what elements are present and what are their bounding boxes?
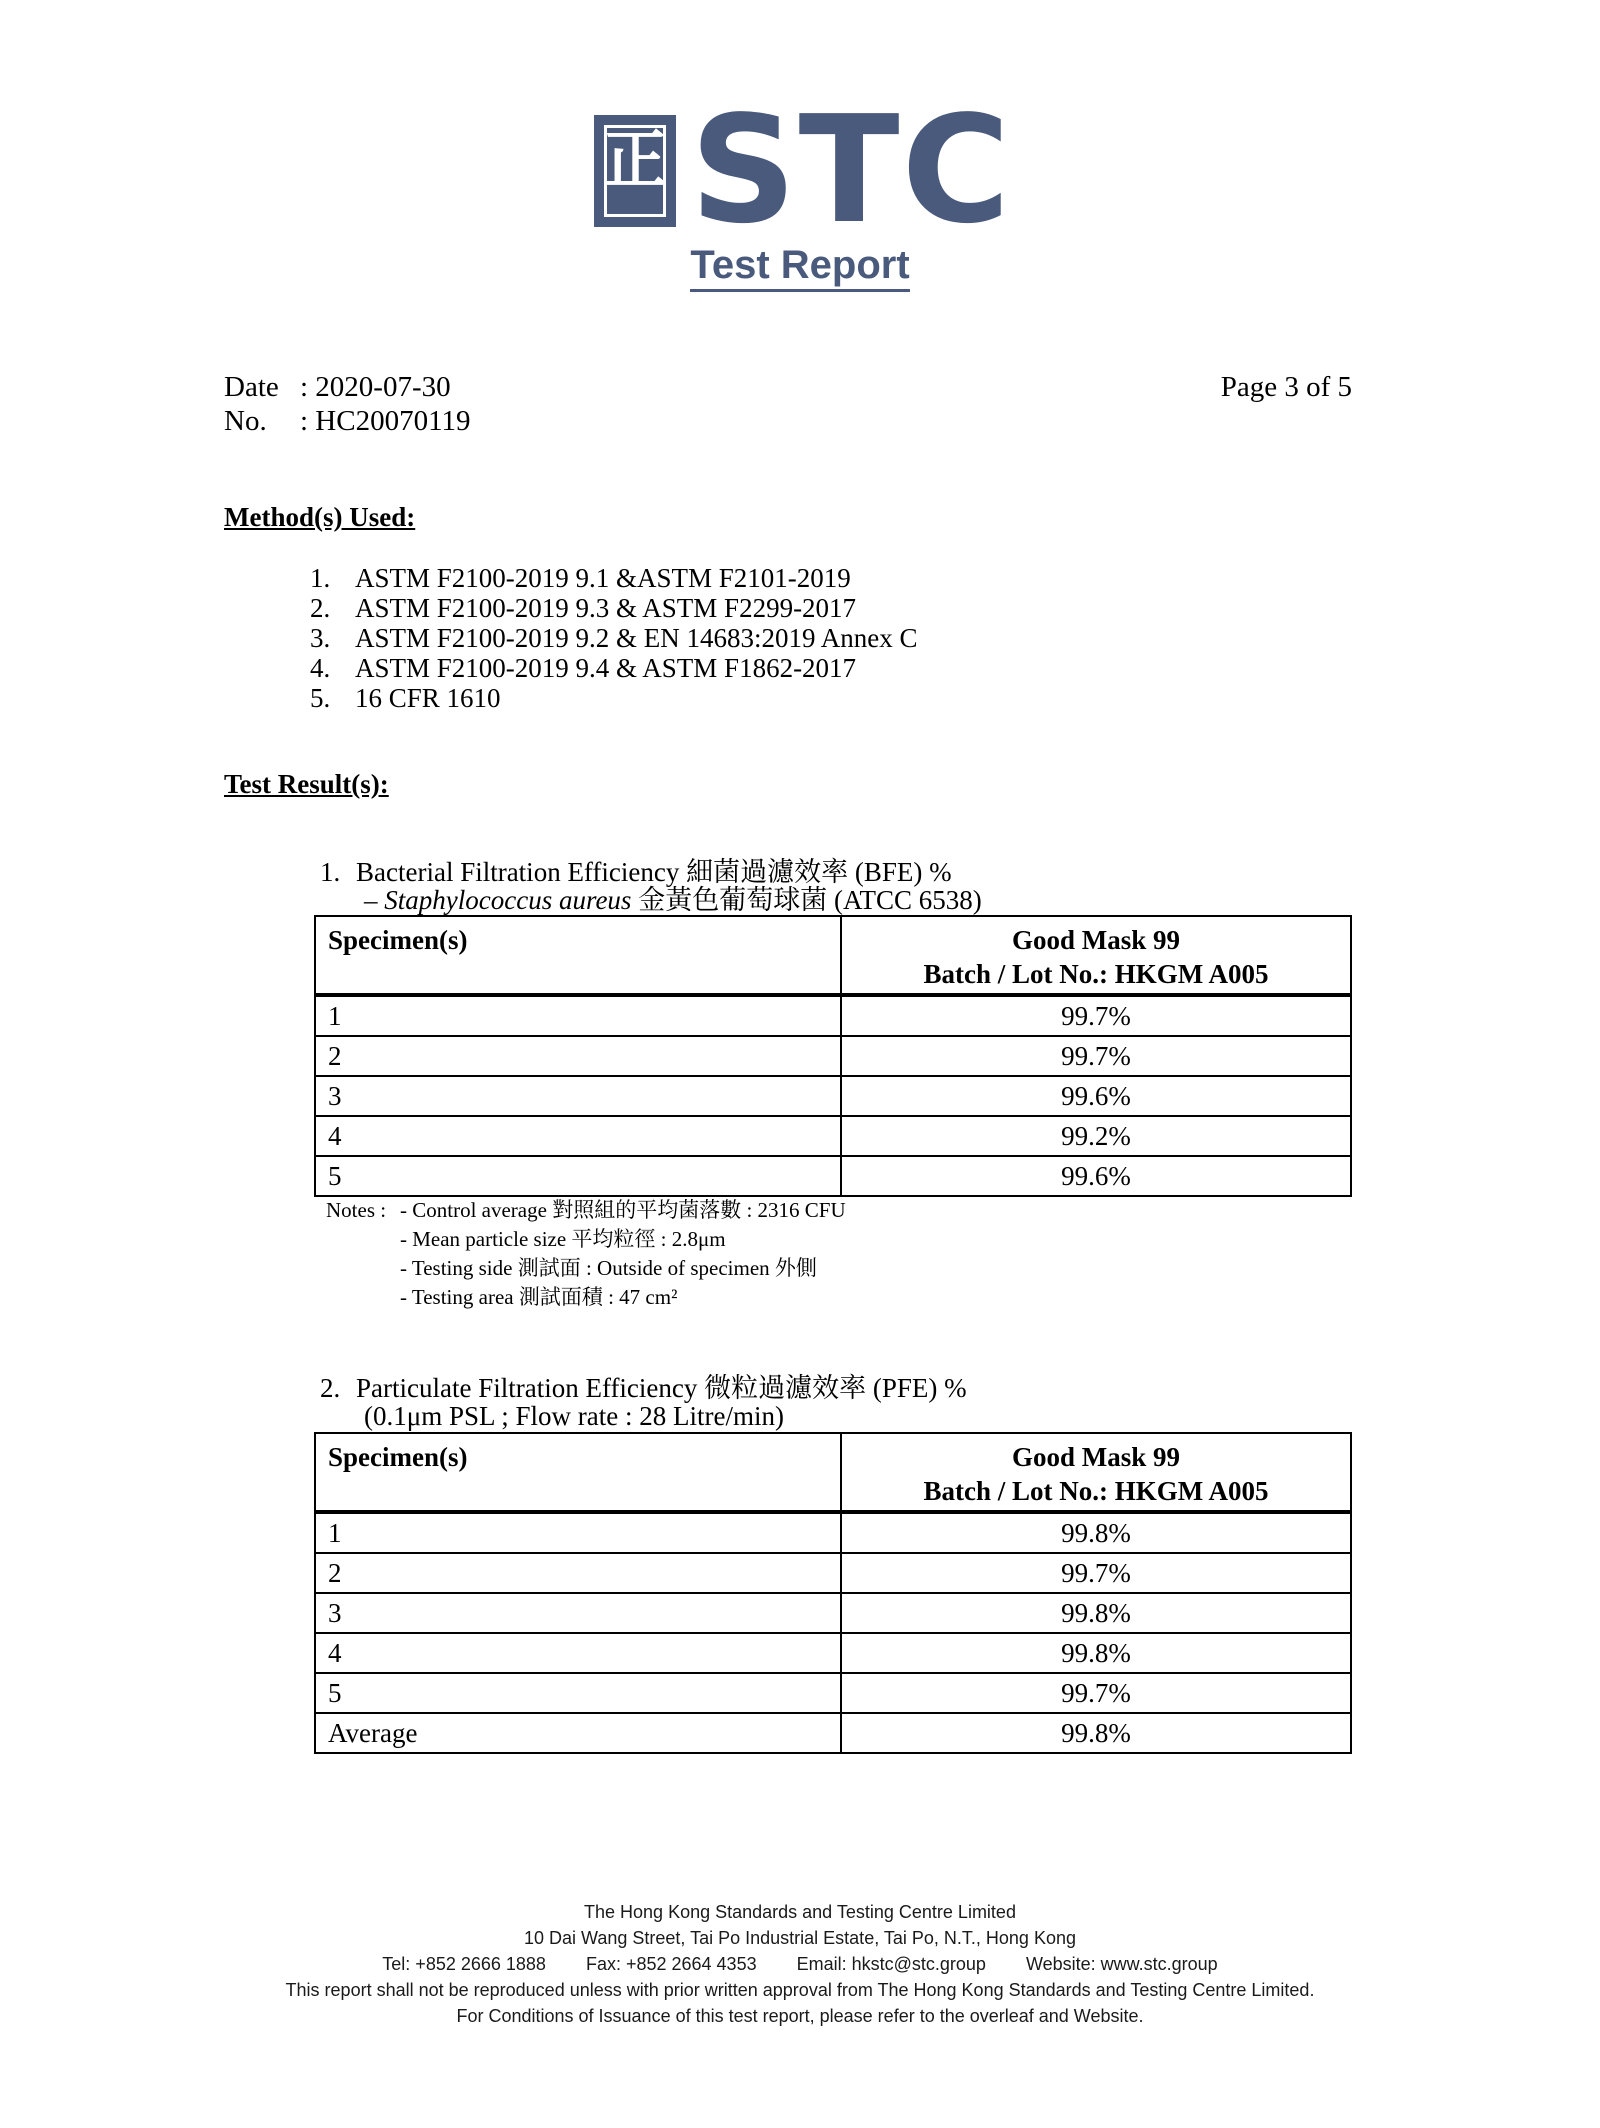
table-row <box>315 1673 1351 1713</box>
bfe-subtitle-dash: – <box>364 885 385 915</box>
company-name: The Hong Kong Standards and Testing Centre Limited <box>584 1902 1016 1922</box>
method-number: 5. <box>310 683 331 713</box>
value-cell: 99.8% <box>841 1633 1351 1673</box>
table-header-row <box>315 916 1351 995</box>
specimen-column-header: Specimen(s) <box>315 1433 841 1512</box>
specimen-column-header: Specimen(s) <box>315 916 841 995</box>
sample-name: Good Mask 99 <box>1011 925 1181 955</box>
stc-logo-mark <box>594 115 676 227</box>
pfe-subtitle: (0.1μm PSL ; Flow rate : 28 Litre/min) <box>364 1401 784 1431</box>
note-item: - Testing side 測試面 : Outside of specimen 外側 <box>400 1256 817 1280</box>
value-cell: 99.7% <box>841 1673 1351 1713</box>
table-row <box>315 1633 1351 1673</box>
sample-name: Good Mask 99 <box>1011 1442 1181 1472</box>
telephone: Tel: +852 2666 1888 <box>382 1954 546 1974</box>
date-value: : 2020-07-30 <box>300 371 451 403</box>
bfe-title-text: Bacterial Filtration Efficiency 細菌過濾效率 (BFE) % <box>356 857 952 887</box>
specimen-cell: 4 <box>315 1116 841 1156</box>
batch-lot: Batch / Lot No.: HKGM A005 <box>923 959 1269 989</box>
value-cell: 99.8% <box>841 1713 1351 1753</box>
methods-heading: Method(s) Used: <box>224 502 416 532</box>
specimen-cell: Average <box>315 1713 841 1753</box>
method-number: 4. <box>310 653 331 683</box>
sample-column-header <box>841 916 1351 995</box>
specimen-cell: 5 <box>315 1673 841 1713</box>
bfe-organism: Staphylococcus aureus <box>384 885 632 915</box>
notes-label: Notes : <box>326 1198 387 1222</box>
method-text: ASTM F2100-2019 9.4 & ASTM F1862-2017 <box>355 653 857 683</box>
method-number: 2. <box>310 593 331 623</box>
pfe-number: 2. <box>320 1373 341 1403</box>
table-row <box>315 1076 1351 1116</box>
company-address: 10 Dai Wang Street, Tai Po Industrial Estate, Tai Po, N.T., Hong Kong <box>524 1928 1076 1948</box>
table-row <box>315 1116 1351 1156</box>
method-item <box>310 623 918 653</box>
specimen-cell: 3 <box>315 1593 841 1633</box>
batch-lot: Batch / Lot No.: HKGM A005 <box>923 1476 1269 1506</box>
reproduction-notice: This report shall not be reproduced unless with prior written approval from The Hong Kong Standards and Testing Centre Limited. <box>285 1980 1315 2000</box>
method-number: 3. <box>310 623 331 653</box>
conditions-notice: For Conditions of Issuance of this test report, please refer to the overleaf and Website. <box>456 2006 1144 2026</box>
bfe-notes <box>326 1196 846 1312</box>
value-cell: 99.7% <box>841 1036 1351 1076</box>
method-text: ASTM F2100-2019 9.1 &ASTM F2101-2019 <box>355 563 851 593</box>
value-cell: 99.6% <box>841 1156 1351 1196</box>
specimen-cell: 1 <box>315 1512 841 1553</box>
value-cell: 99.2% <box>841 1116 1351 1156</box>
date-label: Date <box>224 371 279 403</box>
table-row-average <box>315 1713 1351 1753</box>
method-item <box>310 653 918 683</box>
fax: Fax: +852 2664 4353 <box>585 1954 757 1974</box>
value-cell: 99.7% <box>841 995 1351 1036</box>
report-title <box>0 243 1600 288</box>
table-row <box>315 1553 1351 1593</box>
specimen-cell: 3 <box>315 1076 841 1116</box>
no-label: No. <box>224 405 267 437</box>
note-item: - Control average 對照組的平均菌落數 : 2316 CFU <box>400 1198 846 1222</box>
value-cell: 99.8% <box>841 1512 1351 1553</box>
bfe-subtitle <box>320 886 982 914</box>
logo-glyph: 正 <box>603 124 667 198</box>
method-text: ASTM F2100-2019 9.2 & EN 14683:2019 Annex C <box>355 623 918 653</box>
stc-logo-text: STC <box>690 84 1013 256</box>
bfe-table <box>314 915 1352 1197</box>
table-row <box>315 995 1351 1036</box>
value-cell: 99.6% <box>841 1076 1351 1116</box>
website: Website: www.stc.group <box>1025 1954 1218 1974</box>
results-heading: Test Result(s): <box>224 769 389 799</box>
specimen-cell: 2 <box>315 1036 841 1076</box>
method-item <box>310 563 918 593</box>
note-item: - Testing area 測試面積 : 47 cm² <box>400 1285 678 1309</box>
methods-list <box>310 563 918 713</box>
method-text: 16 CFR 1610 <box>355 683 501 713</box>
method-item <box>310 683 918 713</box>
pfe-title-text: Particulate Filtration Efficiency 微粒過濾效率 (PFE) % <box>356 1373 967 1403</box>
specimen-cell: 2 <box>315 1553 841 1593</box>
page-footer <box>0 1899 1600 2029</box>
contact-line <box>0 1951 1600 1977</box>
sample-column-header <box>841 1433 1351 1512</box>
table-row <box>315 1156 1351 1196</box>
value-cell: 99.8% <box>841 1593 1351 1633</box>
specimen-cell: 5 <box>315 1156 841 1196</box>
report-title-text: Test Report <box>690 243 909 292</box>
pfe-table <box>314 1432 1352 1754</box>
email: Email: hkstc@stc.group <box>796 1954 986 1974</box>
table-row <box>315 1036 1351 1076</box>
table-header-row <box>315 1433 1351 1512</box>
report-number: : HC20070119 <box>300 405 471 437</box>
value-cell: 99.7% <box>841 1553 1351 1593</box>
table-row <box>315 1593 1351 1633</box>
method-text: ASTM F2100-2019 9.3 & ASTM F2299-2017 <box>355 593 857 623</box>
method-item <box>310 593 918 623</box>
table-row <box>315 1512 1351 1553</box>
specimen-cell: 4 <box>315 1633 841 1673</box>
page-number: Page 3 of 5 <box>1220 371 1352 403</box>
bfe-number: 1. <box>320 857 341 887</box>
bfe-title <box>320 858 982 914</box>
pfe-title <box>320 1374 967 1430</box>
specimen-cell: 1 <box>315 995 841 1036</box>
bfe-organism-detail: 金黃色葡萄球菌 (ATCC 6538) <box>631 885 982 915</box>
report-meta <box>224 370 471 438</box>
method-number: 1. <box>310 563 331 593</box>
note-item: - Mean particle size 平均粒徑 : 2.8μm <box>400 1227 726 1251</box>
